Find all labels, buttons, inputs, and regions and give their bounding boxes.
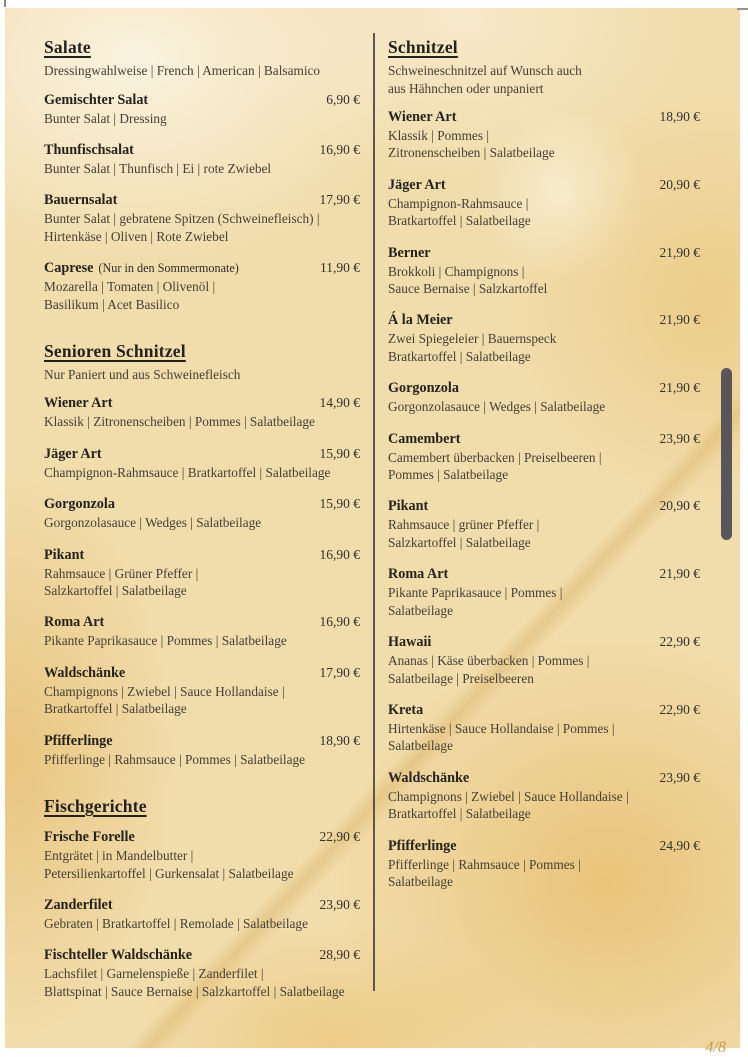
dish-price: 15,90 € [319,445,360,461]
dish-name: Berner [388,244,431,261]
menu-page [5,8,740,1056]
menu-item-header [44,613,360,631]
dish-note: (Nur in den Sommermonate) [98,261,239,276]
section-subtitle-line: Dressingwahlweise | French | American | Balsamico [44,63,321,78]
page-edge-mark-right [737,8,748,10]
menu-item [44,495,360,531]
menu-column-right [388,36,700,917]
menu-item [44,946,360,1000]
menu-item-header [44,828,360,846]
menu-item [44,664,360,718]
dish-price: 18,90 € [659,109,700,124]
dish-name: Pfifferlinge [388,837,457,854]
dish-name: Fischteller Waldschänke [44,947,193,964]
dish-description-line: Gebraten | Bratkartoffel | Remolade | Salatbeilage [44,915,308,931]
dish-name: Hawaii [388,634,432,651]
menu-item [44,191,360,245]
dish-description-line: Salzkartoffel | Salatbeilage [388,534,531,550]
dish-description-line: Hirtenkäse | Oliven | Rote Zwiebel [44,228,229,244]
dish-price: 21,90 € [659,566,700,582]
menu-item-header [388,379,700,397]
dish-price: 20,90 € [659,176,700,192]
dish-description-line: Gorgonzolasauce | Wedges | Salatbeilage [44,515,262,531]
dish-description-line: Pommes | Salatbeilage [388,467,509,483]
section-subtitle [388,62,700,97]
menu-section [44,340,360,768]
menu-item-header [44,445,360,463]
dish-description-line: Basilikum | Acet Basilico [44,296,180,312]
dish-price: 22,90 € [659,701,700,717]
menu-item [388,311,700,365]
menu-item [44,259,360,313]
dish-price: 23,90 € [319,896,360,912]
menu-item-header [44,259,360,277]
dish-price: 17,90 € [319,664,360,680]
scrollbar-thumb[interactable] [721,368,732,540]
section-subtitle [44,62,360,80]
dish-price: 16,90 € [319,546,360,562]
menu-item [388,244,700,298]
dish-name: Pikant [388,498,429,515]
menu-item [388,430,700,484]
menu-item-header [388,769,700,787]
menu-item-header [44,91,360,109]
dish-description-line: Rahmsauce | Grüner Pfeffer | [44,565,199,581]
menu-item [44,141,360,177]
dish-description-line: Champignon-Rahmsauce | Bratkartoffel | Salatbeilage [44,464,331,480]
dish-description-line: Salatbeilage [388,873,453,889]
dish-price: 15,90 € [319,496,360,512]
menu-item-header [388,311,700,329]
menu-item-header [44,896,360,914]
menu-item [44,394,360,430]
dish-name: Frische Forelle [44,829,135,846]
dish-description-line: Zitronenscheiben | Salatbeilage [388,145,555,161]
menu-item-header [388,430,700,448]
dish-description-line: Camembert überbacken | Preiselbeeren | [388,449,602,465]
dish-description-line: Bratkartoffel | Salatbeilage [388,348,531,364]
dish-name: Roma Art [44,614,105,631]
dish-description-line: Champignon-Rahmsauce | [388,195,529,211]
dish-name: Pfifferlinge [44,732,113,749]
menu-item [388,633,700,687]
dish-description-line: Entgrätet | in Mandelbutter | [44,848,194,864]
dish-description-line: Bratkartoffel | Salatbeilage [44,701,187,717]
dish-price: 11,90 € [320,260,360,276]
dish-description-line: Salzkartoffel | Salatbeilage [44,583,187,599]
dish-description-line: Brokkoli | Champignons | [388,263,525,279]
dish-description-line: Klassik | Pommes | [388,128,489,143]
menu-item-header [388,176,700,194]
dish-name: Pikant [44,546,85,563]
dish-description-line: Pikante Paprikasauce | Pommes | Salatbeilage [44,633,287,649]
menu-item [44,91,360,127]
menu-section [44,795,360,1000]
dish-name: Jäger Art [388,176,446,193]
menu-item-header [388,565,700,583]
dish-description-line: Klassik | Zitronenscheiben | Pommes | Salatbeilage [44,414,315,430]
dish-description-line: Rahmsauce | grüner Pfeffer | [388,517,540,533]
dish-price: 18,90 € [319,732,360,748]
dish-name: Wiener Art [388,109,457,125]
dish-price: 16,90 € [319,614,360,630]
dish-price: 21,90 € [659,380,700,396]
dish-description-line: Bratkartoffel | Salatbeilage [388,806,531,822]
section-subtitle-line: Schweineschnitzel auf Wunsch auch [388,63,582,78]
menu-column-left [44,36,360,1027]
dish-description-line: Bunter Salat | gebratene Spitzen (Schweinefleisch) | [44,211,320,227]
dish-description-line: Bunter Salat | Thunfisch | Ei | rote Zwiebel [44,160,272,176]
dish-description-line: Hirtenkäse | Sauce Hollandaise | Pommes | [388,720,615,736]
menu-item-header [388,108,700,126]
dish-name: Kreta [388,701,424,718]
menu-section [388,36,700,890]
dish-price: 23,90 € [659,769,700,785]
menu-item [44,828,360,882]
dish-description-line: Petersilienkartoffel | Gurkensalat | Salatbeilage [44,865,294,881]
dish-name: Á la Meier [388,312,453,329]
menu-item-header [388,497,700,515]
section-title: Senioren Schnitzel [44,340,186,361]
dish-price: 22,90 € [659,634,700,650]
section-subtitle [44,366,360,384]
dish-name: Gemischter Salat [44,91,149,108]
dish-price: 14,90 € [319,395,360,411]
page-edge-mark-left [4,0,6,7]
dish-description-line: Champignons | Zwiebel | Sauce Hollandaise | [388,788,629,804]
dish-description-line: Salatbeilage [388,738,453,754]
dish-description-line: Bunter Salat | Dressing [44,110,167,126]
menu-item [388,769,700,823]
dish-description-line: Salatbeilage | Preiselbeeren [388,670,534,686]
dish-name: Waldschänke [388,769,470,786]
menu-item-header [388,837,700,855]
menu-item-header [44,394,360,412]
column-divider [373,33,375,991]
dish-description-line: Sauce Bernaise | Salzkartoffel [388,281,548,297]
dish-description-line: Salatbeilage [388,602,453,618]
menu-item [44,732,360,768]
dish-name: Thunfischsalat [44,141,134,158]
menu-item-header [44,664,360,682]
menu-item-header [388,633,700,651]
menu-item-header [44,141,360,159]
dish-description-line: Zwei Spiegeleier | Bauernspeck [388,331,557,347]
section-title: Schnitzel [388,37,458,57]
dish-name: Gorgonzola [44,496,115,513]
dish-description-line: Champignons | Zwiebel | Sauce Hollandaise | [44,683,285,699]
menu-item-header [388,244,700,262]
dish-name: Caprese [44,260,94,277]
dish-name: Jäger Art [44,445,102,462]
dish-name: Roma Art [388,566,449,583]
dish-price: 24,90 € [659,837,700,853]
dish-name: Bauernsalat [44,192,118,209]
dish-price: 23,90 € [659,430,700,446]
dish-name: Camembert [388,430,461,447]
dish-description-line: Pfifferlinge | Rahmsauce | Pommes | Salatbeilage [44,751,306,767]
dish-price: 21,90 € [659,312,700,328]
menu-item-header [44,495,360,513]
menu-item-header [388,701,700,719]
dish-description-line: Pfifferlinge | Rahmsauce | Pommes | [388,856,581,872]
menu-item [44,546,360,600]
menu-section [44,36,360,313]
dish-name: Gorgonzola [388,380,459,397]
dish-price: 16,90 € [319,141,360,157]
menu-item [388,497,700,551]
dish-name: Zanderfilet [44,896,113,913]
dish-price: 20,90 € [659,498,700,514]
menu-item [388,108,700,162]
dish-price: 22,90 € [319,829,360,845]
menu-item-header [44,546,360,564]
dish-name: Waldschänke [44,664,126,681]
menu-item [388,379,700,415]
dish-price: 17,90 € [319,192,360,208]
dish-description-line: Lachsfilet | Garnelenspieße | Zanderfilet | [44,966,264,982]
dish-description-line: Mozarella | Tomaten | Olivenöl | [44,279,216,295]
menu-item [44,445,360,481]
menu-item [388,565,700,619]
dish-name: Wiener Art [44,395,113,412]
dish-description-line: Bratkartoffel | Salatbeilage [388,213,531,229]
section-title: Salate [44,37,91,57]
dish-price: 28,90 € [319,947,360,963]
dish-price: 6,90 € [326,91,360,107]
section-title: Fischgerichte [44,796,147,817]
dish-description-line: Ananas | Käse überbacken | Pommes | [388,653,590,669]
dish-description-line: Blattspinat | Sauce Bernaise | Salzkartoffel | Salatbeilage [44,983,345,999]
section-subtitle-line: aus Hähnchen oder unpaniert [388,80,544,96]
menu-item-header [44,191,360,209]
section-subtitle-line: Nur Paniert und aus Schweinefleisch [44,366,241,382]
dish-description-line: Gorgonzolasauce | Wedges | Salatbeilage [388,399,606,415]
menu-item [388,176,700,230]
menu-item [388,701,700,755]
menu-item-header [44,732,360,750]
menu-item [44,613,360,649]
menu-item-header [44,946,360,964]
menu-item [388,837,700,891]
page-indicator: 4/8 [705,1039,726,1056]
dish-price: 21,90 € [659,244,700,260]
menu-item [44,896,360,932]
dish-description-line: Pikante Paprikasauce | Pommes | [388,585,563,601]
